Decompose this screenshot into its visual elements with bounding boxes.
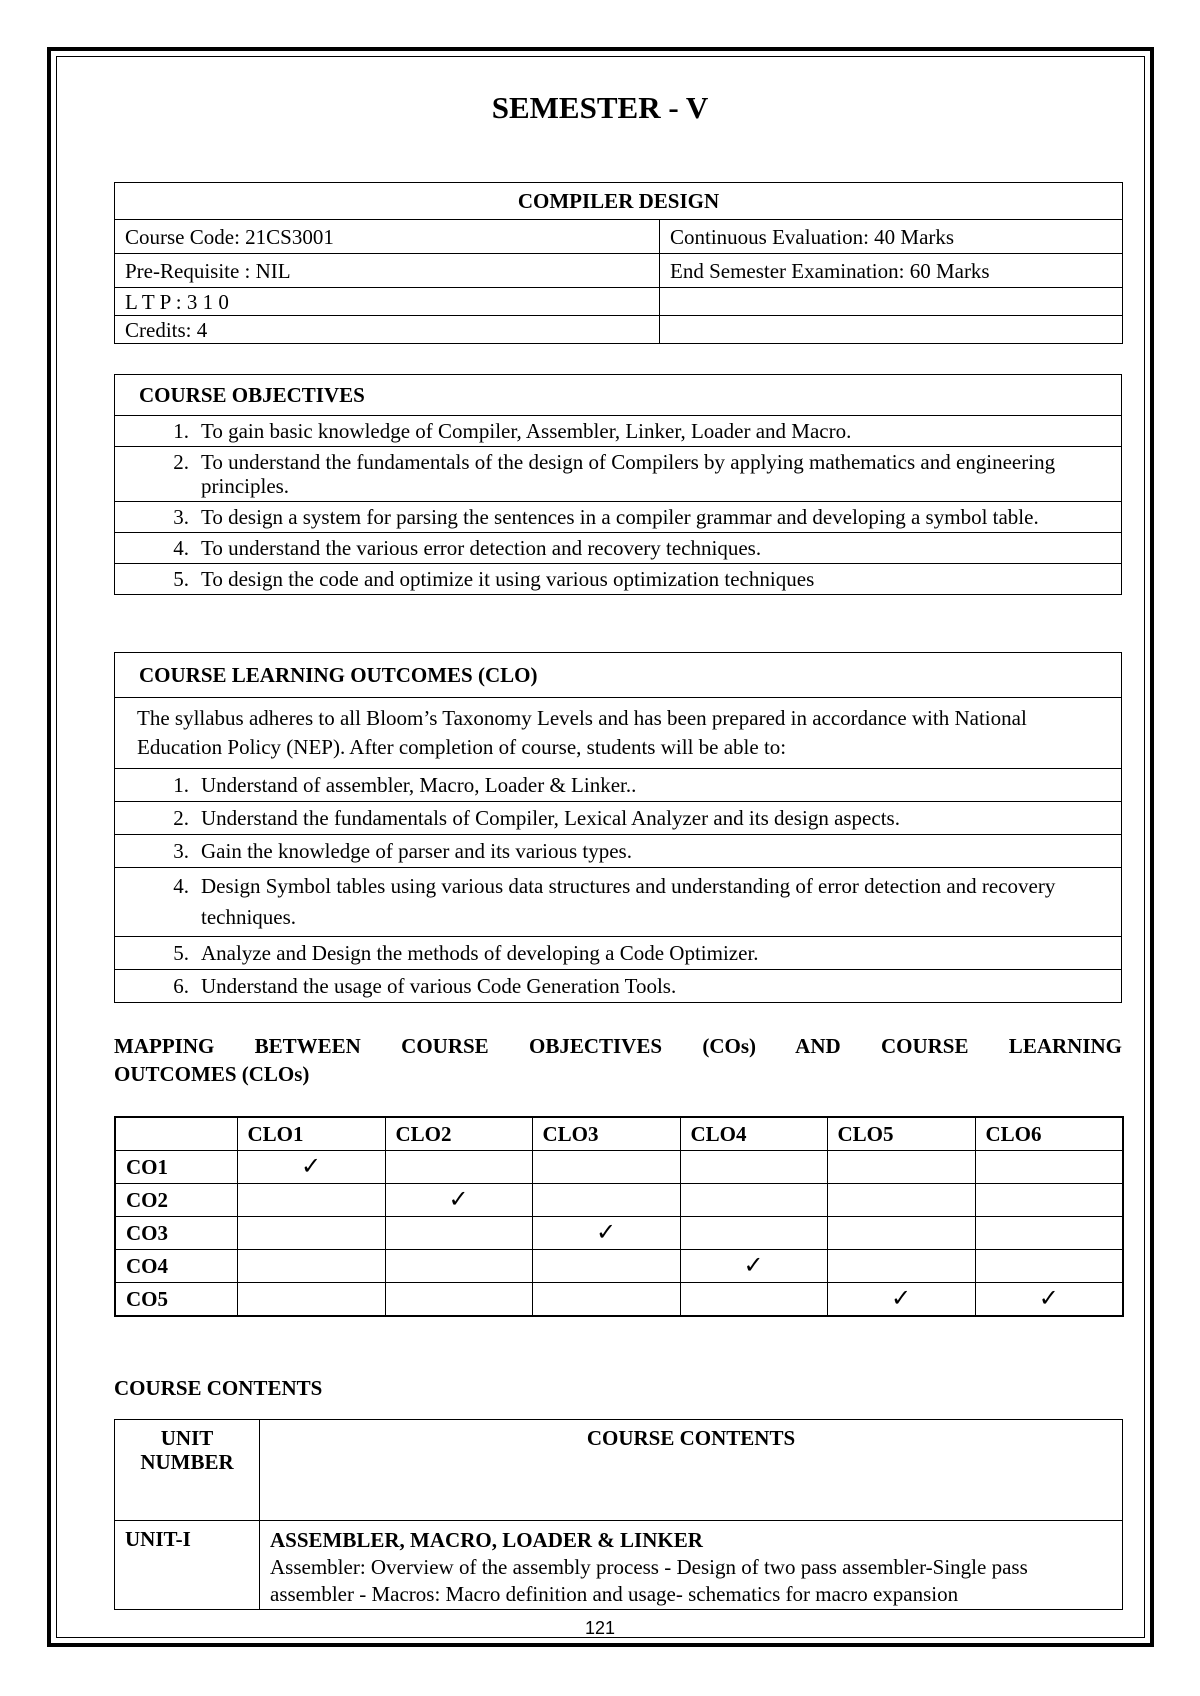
mapping-cell <box>975 1151 1123 1184</box>
mapping-cell <box>532 1250 680 1283</box>
mapping-cell <box>827 1217 975 1250</box>
course-contents-header: COURSE CONTENTS <box>260 1420 1123 1521</box>
unit-title: ASSEMBLER, MACRO, LOADER & LINKER <box>270 1528 703 1552</box>
mapping-cell <box>532 1283 680 1317</box>
course-info-table <box>114 182 1123 344</box>
mapping-cell <box>975 1217 1123 1250</box>
mapping-header-clo2: CLO2 <box>385 1117 532 1151</box>
mapping-cell <box>827 1151 975 1184</box>
course-code: Course Code: 21CS3001 <box>115 220 660 254</box>
mapping-cell <box>975 1250 1123 1283</box>
mapping-header-clo3: CLO3 <box>532 1117 680 1151</box>
mapping-cell <box>532 1184 680 1217</box>
check-mark-icon: ✓ <box>237 1151 385 1184</box>
mapping-cell <box>385 1151 532 1184</box>
mapping-row-label: CO4 <box>115 1250 237 1283</box>
mapping-cell <box>237 1283 385 1317</box>
mapping-cell <box>680 1151 827 1184</box>
unit-body: Assembler: Overview of the assembly process - Design of two pass assembler-Single pass assembler - Macros: Macro definition and usage- schematics for macro expansion <box>270 1555 1028 1606</box>
unit-content <box>260 1521 1123 1610</box>
mapping-cell <box>237 1184 385 1217</box>
mapping-cell <box>680 1217 827 1250</box>
mapping-cell <box>237 1217 385 1250</box>
end-semester-exam: End Semester Examination: 60 Marks <box>660 254 1123 288</box>
mapping-row-label: CO3 <box>115 1217 237 1250</box>
mapping-cell <box>385 1250 532 1283</box>
check-mark-icon: ✓ <box>827 1283 975 1317</box>
mapping-cell <box>680 1283 827 1317</box>
mapping-header-empty <box>115 1117 237 1151</box>
semester-title: SEMESTER - V <box>491 90 709 125</box>
mapping-row-label: CO2 <box>115 1184 237 1217</box>
check-mark-icon: ✓ <box>975 1283 1123 1317</box>
mapping-cell <box>532 1151 680 1184</box>
outcomes-heading: COURSE LEARNING OUTCOMES (CLO) <box>115 653 1122 698</box>
outcome-item: 2. Understand the fundamentals of Compiler, Lexical Analyzer and its design aspects. <box>115 802 1122 835</box>
pre-requisite: Pre-Requisite : NIL <box>115 254 660 288</box>
course-contents-heading: COURSE CONTENTS <box>114 1376 323 1400</box>
mapping-table <box>114 1116 1124 1317</box>
mapping-cell <box>237 1250 385 1283</box>
page-number: 121 <box>584 1618 616 1638</box>
outcome-item: 3. Gain the knowledge of parser and its various types. <box>115 835 1122 868</box>
mapping-cell <box>385 1283 532 1317</box>
mapping-header-clo5: CLO5 <box>827 1117 975 1151</box>
mapping-cell <box>975 1184 1123 1217</box>
unit-label: UNIT-I <box>115 1521 260 1610</box>
mapping-cell <box>385 1217 532 1250</box>
objective-item: 4. To understand the various error detection and recovery techniques. <box>115 533 1122 564</box>
outcome-item: 4. Design Symbol tables using various data structures and understanding of error detection and recovery techniques. <box>115 868 1122 937</box>
course-objectives-table <box>114 374 1122 595</box>
mapping-header-clo1: CLO1 <box>237 1117 385 1151</box>
outcome-item: 1. Understand of assembler, Macro, Loader & Linker.. <box>115 769 1122 802</box>
outcomes-intro: The syllabus adheres to all Bloom’s Taxonomy Levels and has been prepared in accordance with National Education Policy (NEP). After completion of course, students will be able to: <box>115 698 1122 769</box>
mapping-row-label: CO1 <box>115 1151 237 1184</box>
mapping-cell <box>827 1250 975 1283</box>
mapping-row-label: CO5 <box>115 1283 237 1317</box>
check-mark-icon: ✓ <box>532 1217 680 1250</box>
course-contents-table <box>114 1419 1123 1610</box>
outcome-item: 6. Understand the usage of various Code Generation Tools. <box>115 970 1122 1003</box>
objectives-heading: COURSE OBJECTIVES <box>115 375 1122 416</box>
mapping-cell <box>827 1184 975 1217</box>
course-title: COMPILER DESIGN <box>115 183 1123 220</box>
empty-cell <box>660 316 1123 344</box>
unit-number-header: UNIT NUMBER <box>115 1420 260 1521</box>
course-outcomes-table <box>114 652 1122 1003</box>
empty-cell <box>660 288 1123 316</box>
objective-item: 3. To design a system for parsing the sentences in a compiler grammar and developing a symbol table. <box>115 502 1122 533</box>
ltp: L T P : 3 1 0 <box>115 288 660 316</box>
check-mark-icon: ✓ <box>680 1250 827 1283</box>
mapping-heading-line2: OUTCOMES (CLOs) <box>114 1062 310 1086</box>
objective-item: 1. To gain basic knowledge of Compiler, Assembler, Linker, Loader and Macro. <box>115 416 1122 447</box>
credits: Credits: 4 <box>115 316 660 344</box>
mapping-cell <box>680 1184 827 1217</box>
objective-item: 5. To design the code and optimize it using various optimization techniques <box>115 564 1122 595</box>
outcome-item: 5. Analyze and Design the methods of developing a Code Optimizer. <box>115 937 1122 970</box>
mapping-heading: MAPPING BETWEEN COURSE OBJECTIVES (COs) AND COURSE LEARNING <box>114 1034 1122 1058</box>
objective-item: 2. To understand the fundamentals of the design of Compilers by applying mathematics and engineering principles. <box>115 447 1122 502</box>
mapping-header-clo6: CLO6 <box>975 1117 1123 1151</box>
continuous-evaluation: Continuous Evaluation: 40 Marks <box>660 220 1123 254</box>
check-mark-icon: ✓ <box>385 1184 532 1217</box>
mapping-header-clo4: CLO4 <box>680 1117 827 1151</box>
